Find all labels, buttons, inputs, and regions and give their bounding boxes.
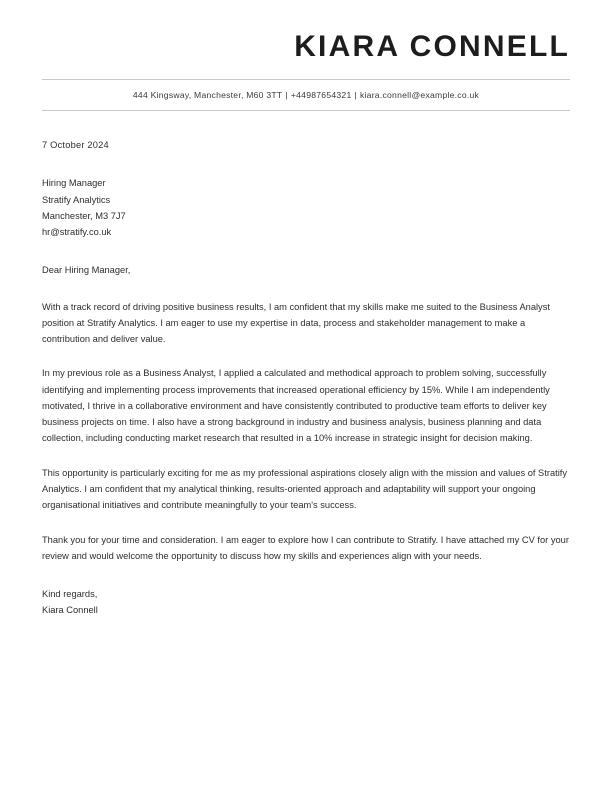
contact-separator-1: |	[285, 90, 288, 100]
signature-name: Kiara Connell	[42, 605, 98, 616]
letter-body	[0, 111, 612, 619]
body-paragraph-4: Thank you for your time and consideration. I am eager to explore how I can contribute to Stratify. I have attached my CV for your review and would welcome the opportunity to discuss how my skills and experiences align with your needs.	[42, 534, 569, 561]
body-paragraph-3: This opportunity is particularly exciting for me as my professional aspirations closely align with the mission and values of Stratify Analytics. I am confident that my analytical thinking, results-oriented approach and adaptability will support your ongoing organisational initiatives and contribute meaningfully to your team's success.	[42, 467, 567, 511]
recipient-line-2: Stratify Analytics	[42, 194, 111, 205]
letter-header	[0, 0, 612, 79]
body-paragraph-1: With a track record of driving positive business results, I am confident that my skills make me suited to the Business Analyst position at Stratify Analytics. I am eager to use my expertise in data, process and stakeholder management to make a contribution and deliver value.	[42, 301, 550, 345]
letter-date: 7 October 2024	[42, 140, 109, 150]
contact-email: kiara.connell@example.co.uk	[359, 90, 480, 100]
recipient-line-3: Manchester, M3 7J7	[42, 210, 126, 221]
recipient-line-4: hr@stratify.co.uk	[42, 227, 112, 238]
recipient-line-1: Hiring Manager	[42, 178, 106, 189]
salutation: Dear Hiring Manager,	[42, 265, 131, 276]
contact-address: 444 Kingsway, Manchester, M60 3TT	[132, 90, 283, 100]
contact-line	[42, 90, 570, 110]
contact-separator-2: |	[354, 90, 357, 100]
contact-phone: +44987654321	[290, 90, 352, 100]
page-title: KIARA CONNELL	[294, 30, 570, 63]
body-paragraph-2: In my previous role as a Business Analyst, I applied a calculated and methodical approach to problem solving, successfully identifying and implementing process improvements that increased operational efficiency by 15%. While I am independently motivated, I thrive in a collaborative environment and have consistently contributed to productive team efforts to deliver key business projects on time. I also have a strong background in industry and business analysis, business planning and data collection, including conducting market research that resulted in a 10% increase in strategic insight for decision making.	[42, 368, 550, 444]
closing-block	[42, 586, 570, 619]
recipient-block	[42, 175, 570, 240]
contact-block	[0, 80, 612, 110]
sign-off: Kind regards,	[42, 589, 98, 600]
